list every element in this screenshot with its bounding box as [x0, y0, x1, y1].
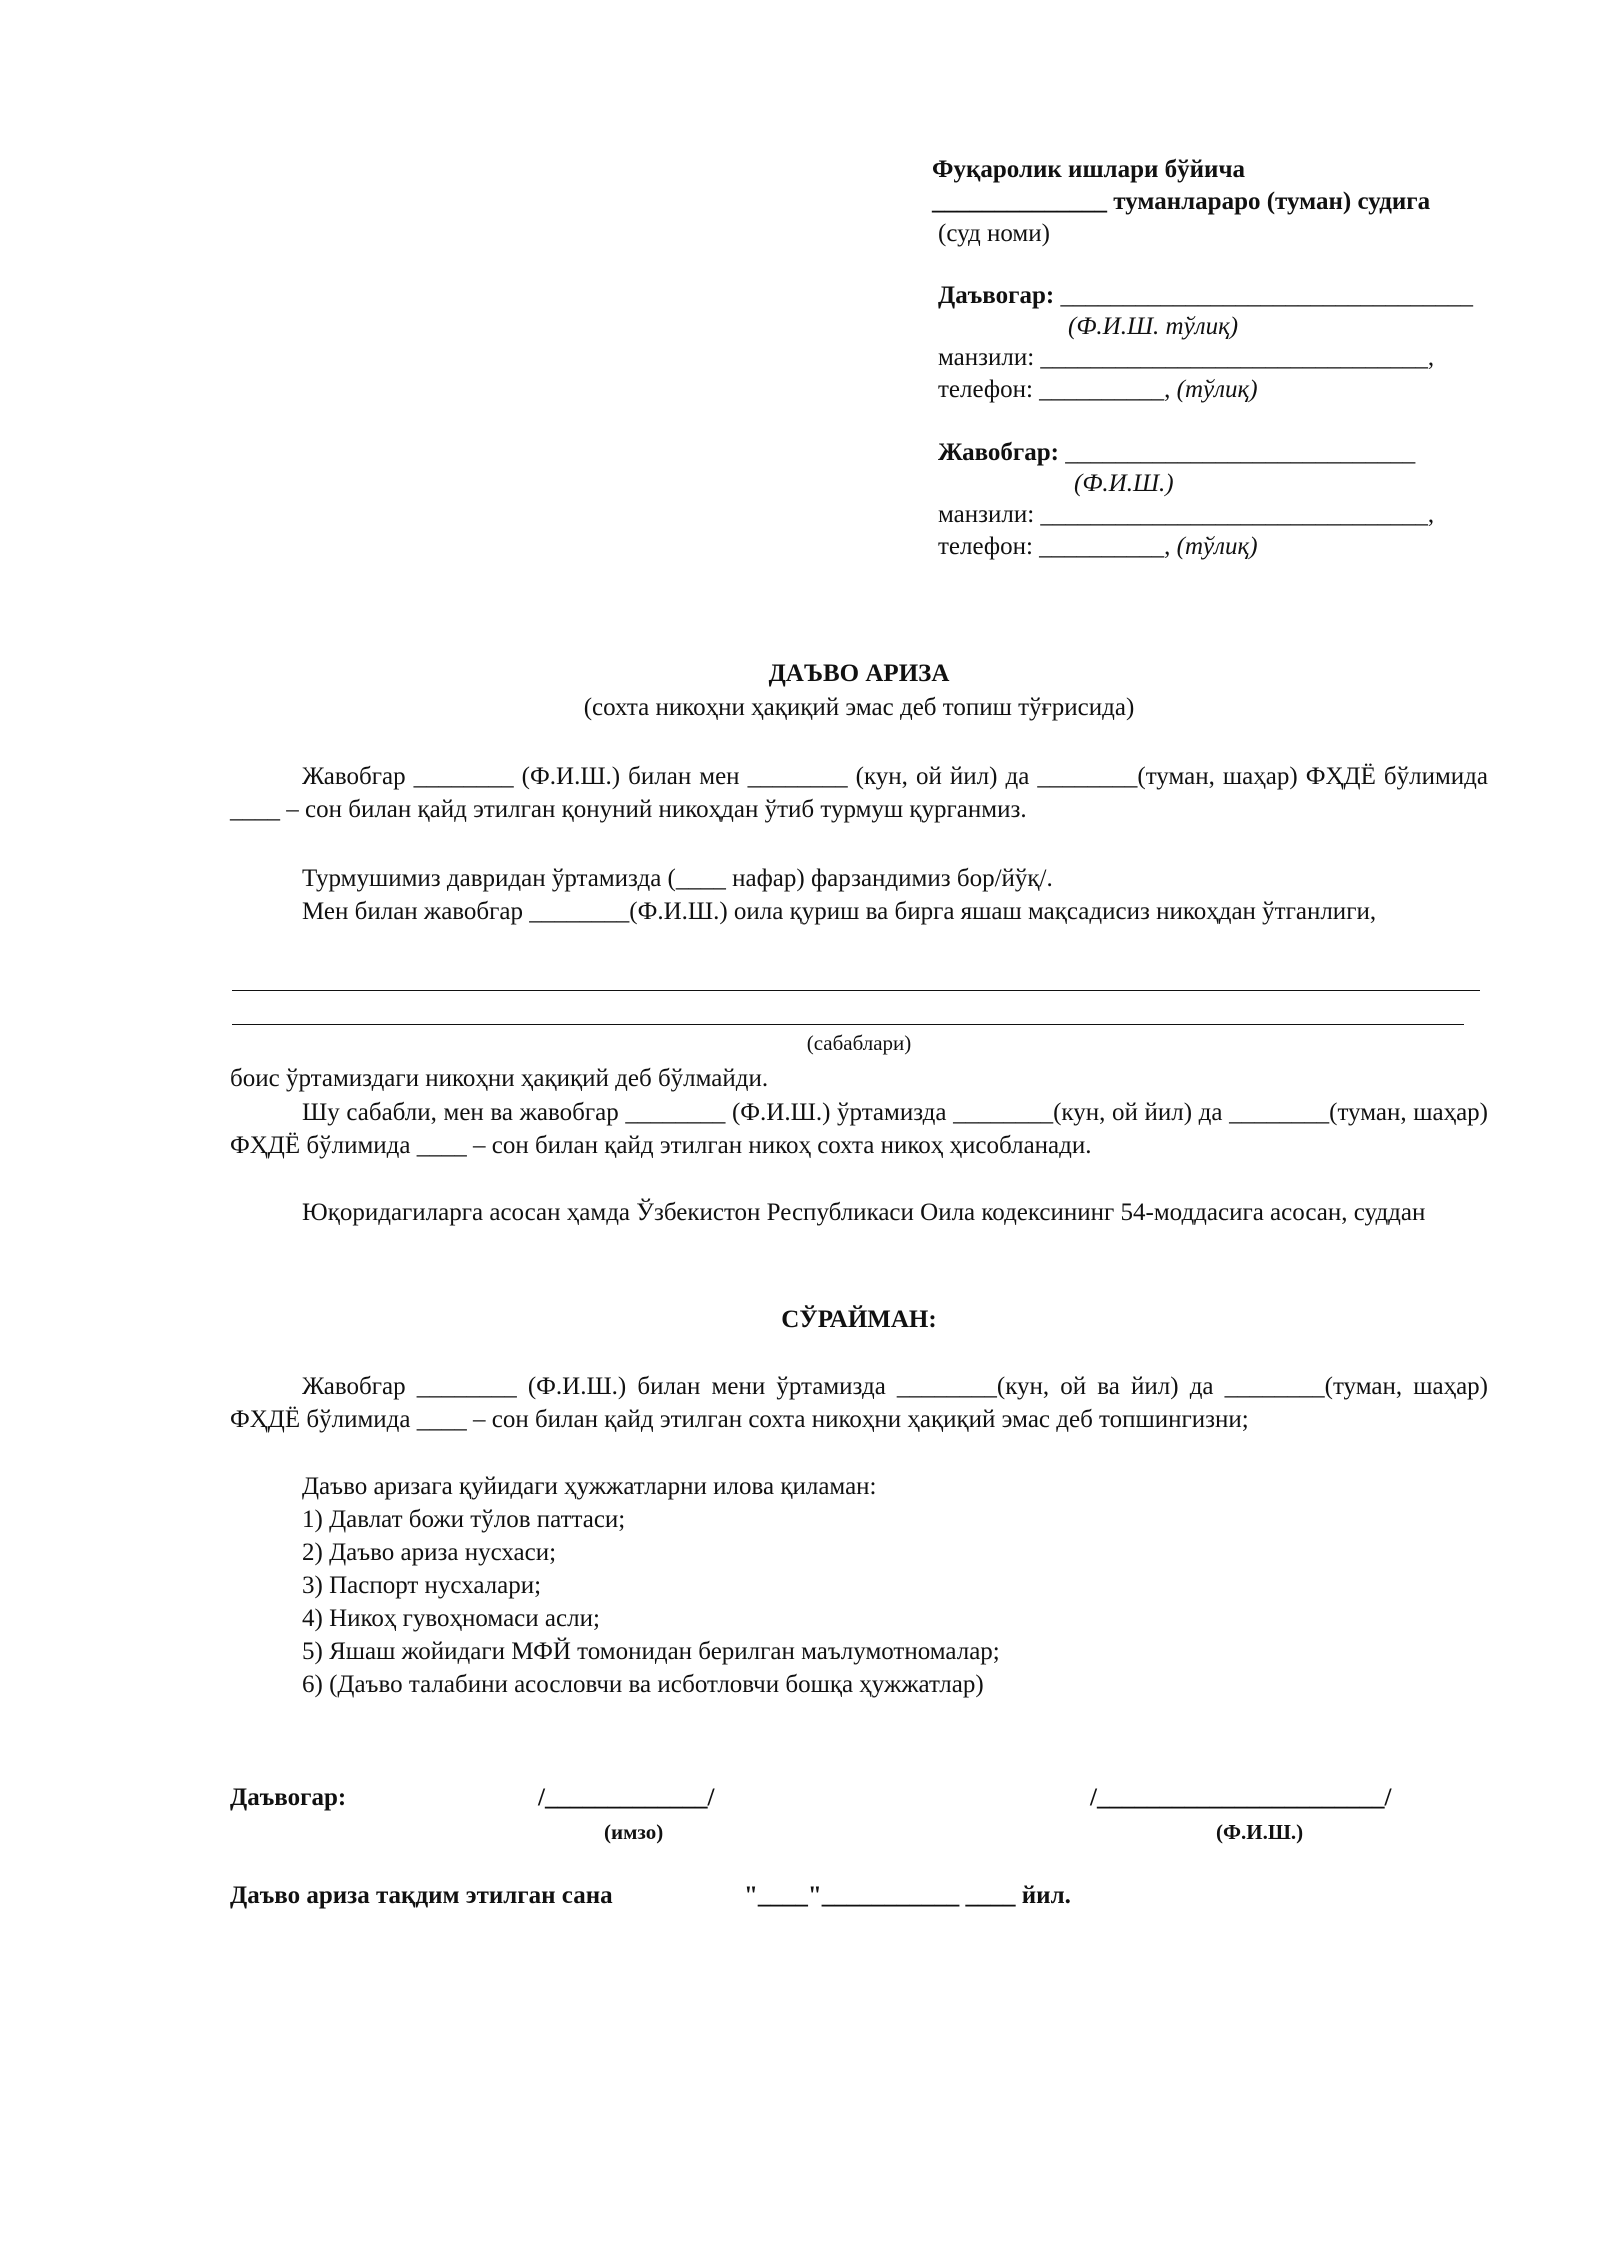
reasons-line-1 [232, 990, 1480, 991]
submission-date-label: Даъво ариза тақдим этилган сана [230, 1882, 613, 1909]
plaintiff-address: манзили: _______________________________, [938, 344, 1435, 371]
defendant-phone: телефон: __________, [938, 533, 1171, 560]
body-paragraph-3: Мен билан жавобгар ________(Ф.И.Ш.) оила қуриш ва бирга яшаш мақсадисиз никоҳдан ўтганлиги, [302, 898, 1377, 925]
attachments-intro: Даъво аризага қуйидаги ҳужжатларни илова қиламан: [302, 1473, 877, 1500]
attachment-item: 5) Яшаш жойидаги МФЙ томонидан берилган маълумотномалар; [302, 1638, 1000, 1665]
defendant-label: Жавобгар: [938, 439, 1060, 466]
fullname-field: /_______________________/ [1090, 1784, 1392, 1811]
defendant-phone-line [938, 531, 1258, 563]
body-paragraph-6: Юқоридагиларга асосан ҳамда Ўзбекистон Республикаси Оила кодексининг 54-моддасига асосан, суддан [302, 1199, 1426, 1226]
signature-plaintiff-label: Даъвогар: [230, 1784, 347, 1811]
header-court-line1: Фуқаролик ишлари бўйича [932, 156, 1246, 183]
attachment-item: 1) Давлат божи тўлов паттаси; [302, 1506, 626, 1533]
plaintiff-phone-hint: (тўлиқ) [1176, 376, 1258, 403]
attachment-item: 3) Паспорт нусхалари; [302, 1572, 542, 1599]
submission-date-field: "____"___________ ____ йил. [744, 1882, 1071, 1909]
defendant-address: манзили: _______________________________, [938, 501, 1435, 528]
plaintiff-line [938, 280, 1473, 312]
signature-field: /_____________/ [538, 1784, 715, 1811]
plaintiff-label: Даъвогар: [938, 282, 1055, 309]
plaintiff-name-blank: _________________________________ [1060, 282, 1473, 309]
defendant-phone-hint: (тўлиқ) [1176, 533, 1258, 560]
attachments-list [302, 1503, 1000, 1701]
body-paragraph-4: боис ўртамиздаги никоҳни ҳақиқий деб бўлмайди. [230, 1065, 769, 1092]
fullname-hint: (Ф.И.Ш.) [1216, 1820, 1304, 1844]
plaintiff-phone: телефон: __________, [938, 376, 1171, 403]
defendant-line [938, 437, 1415, 469]
signature-hint: (имзо) [604, 1820, 664, 1844]
attachment-item: 2) Даъво ариза нусхаси; [302, 1539, 557, 1566]
body-paragraph-1: Жавобгар ________ (Ф.И.Ш.) билан мен ________ (кун, ой йил) да ________(туман, шаҳар) ФҲДЁ бўлимида ____ – сон билан қайд этилган қонуний никоҳдан ўтиб турмуш қурганмиз. [230, 763, 1488, 823]
plaintiff-name-hint: (Ф.И.Ш. тўлиқ) [1068, 313, 1239, 340]
header-court-line2: ______________ туманлараро (туман) судига [932, 188, 1431, 215]
defendant-name-blank: ____________________________ [1065, 439, 1416, 466]
attachment-item: 4) Никоҳ гувоҳномаси асли; [302, 1605, 600, 1632]
attachment-item: 6) (Даъво талабини асословчи ва исботловчи бошқа ҳужжатлар) [302, 1671, 984, 1698]
document-title: ДАЪВО АРИЗА [768, 660, 950, 687]
plaintiff-phone-line [938, 374, 1258, 406]
body-paragraph-2: Турмушимиз давридан ўртамизда (____ нафар) фарзандимиз бор/йўқ/. [302, 865, 1053, 892]
body-paragraph-5: Шу сабабли, мен ва жавобгар ________ (Ф.И.Ш.) ўртамизда ________(кун, ой йил) да ________(туман, шаҳар) ФҲДЁ бўлимида ____ – сон билан қайд этилган никоҳ сохта никоҳ ҳисобланади. [230, 1099, 1488, 1159]
reasons-hint: (сабаблари) [806, 1031, 912, 1055]
defendant-name-hint: (Ф.И.Ш.) [1074, 470, 1174, 497]
request-heading: СЎРАЙМАН: [781, 1306, 937, 1333]
request-paragraph: Жавобгар ________ (Ф.И.Ш.) билан мени ўртамизда ________(кун, ой ва йил) да ________(туман, шаҳар) ФҲДЁ бўлимида ____ – сон билан қайд этилган сохта никоҳни ҳақиқий эмас деб топшингизни; [230, 1373, 1488, 1433]
document-subtitle: (сохта никоҳни ҳақиқий эмас деб топиш тўғрисида) [583, 694, 1135, 721]
reasons-line-2 [232, 1024, 1464, 1025]
court-name-hint: (суд номи) [938, 220, 1050, 247]
